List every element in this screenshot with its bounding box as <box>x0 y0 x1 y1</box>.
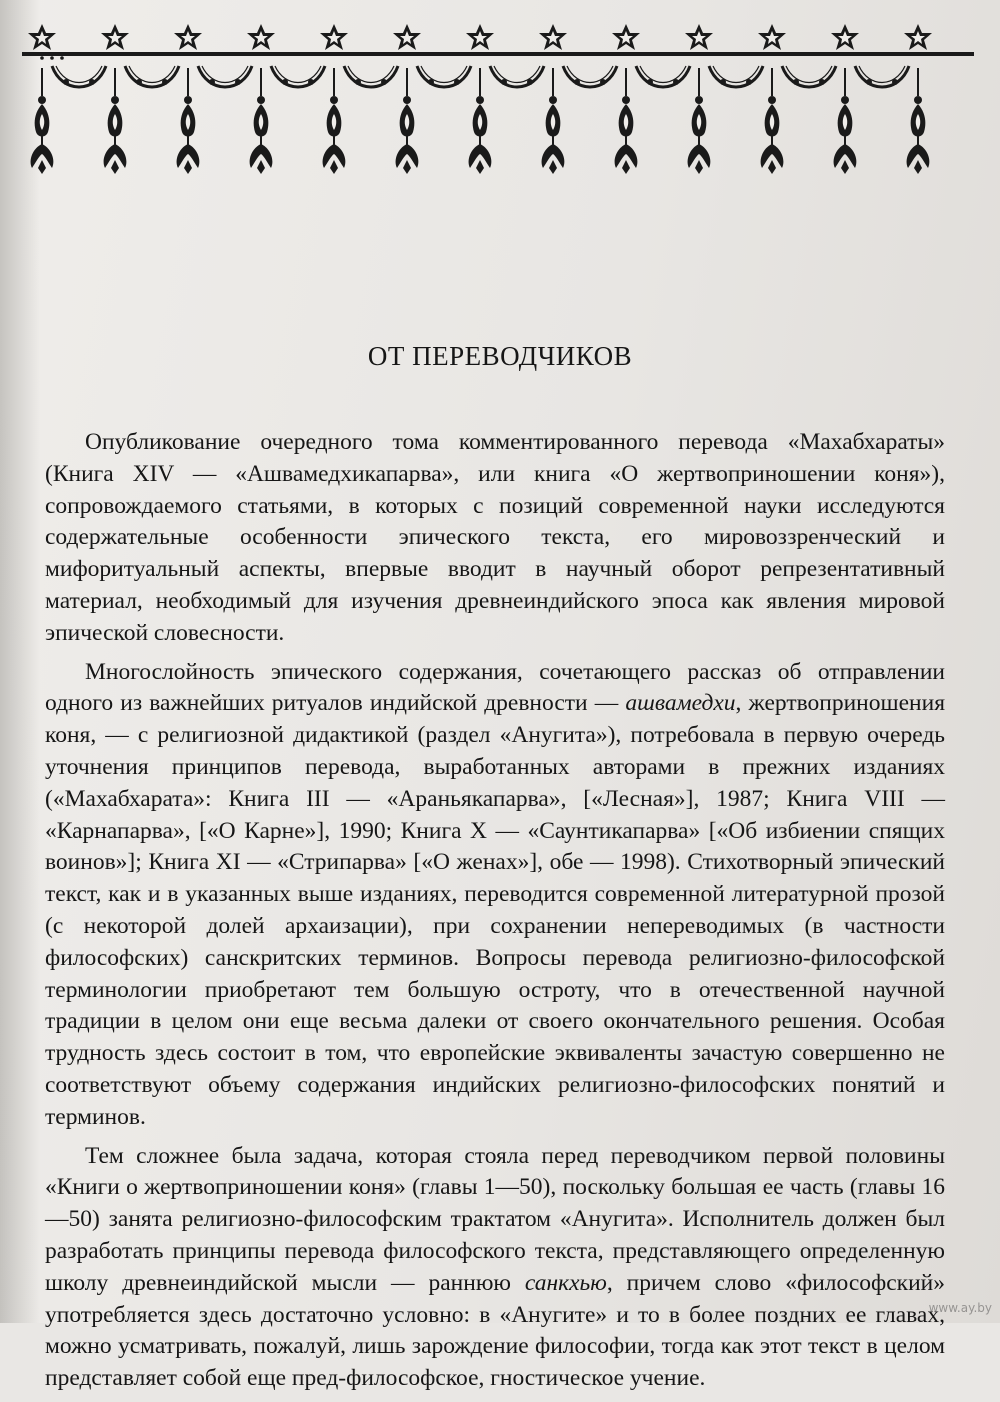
paragraph-text: , причем слово «философский» употребляется здесь достаточно условно: в «Анугите» и то в более поздних ее главах, можно усматривать, пожалуй, лишь зарождение философии, тогда как этот текст в целом представляет собой еще пред-философское, гностическое учение. <box>45 1269 945 1392</box>
paragraph <box>45 657 945 1134</box>
paragraph-text: Многослойность эпического содержания, сочетающего рассказ об отправлении одного из важнейших ритуалов индийской древности — <box>45 658 945 717</box>
paragraph-text: Тем сложнее была задача, которая стояла перед переводчиком первой половины «Книги о жертвоприношении коня» (главы 1—50), поскольку большая ее часть (главы 16—50) занята религиозно-философским трактатом «Анугита». Исполнитель должен был разработать принципы перевода философского текста, представляющего определенную школу древнеиндийской мысли — раннюю <box>45 1142 945 1296</box>
italic-term: санкхью <box>524 1269 607 1296</box>
paragraph-text: , жертвоприношения коня, — с религиозной дидактикой (раздел «Анугита»), потребовала в первую очередь уточнения принципов перевода, выработанных авторами в прежних изданиях («Махабхарата»: Книга III — «Араньякапарва», [«Лесная»], 1987; Книга VIII — «Карнапарва», [«О Карне»], 1990; Книга X — «Саунтикапарва» [«Об избиении спящих воинов»]; Книга XI — «Стрипарва» [«О женах»], обе — 1998). Стихотворный эпический текст, как и в указанных выше изданиях, переводится современной литературной прозой (с некоторой долей архаизации), при сохранении непереводимых (в частности философских) санскритских терминов. Вопросы перевода религиозно-философской терминологии приобретают тем большую остроту, что в отечественной научной традиции в целом они еще весьма далеки от своего окончательного решения. Особая трудность здесь состоит в том, что европейские эквиваленты зачастую совершенно не соответствуют объему содержания индийских религиозно-философских понятий и терминов. <box>45 690 945 1130</box>
body-text <box>45 427 945 1402</box>
paragraph <box>45 427 945 650</box>
page-gutter-shadow <box>0 0 40 1323</box>
paragraph <box>45 1141 945 1395</box>
page-heading: ОТ ПЕРЕВОДЧИКОВ <box>367 341 633 371</box>
watermark: www.ay.by <box>928 1301 992 1315</box>
ornamental-header-border <box>22 18 974 188</box>
paragraph-text: Опубликование очередного тома комментированного перевода «Махабхараты» (Книга XIV — «Ашвамедхикапарва», или книга «О жертвоприношении коня»), сопровождаемого статьями, в которых с позиций современной науки исследуются содержательные особенности эпического текста, его мировоззренческий и мифоритуальный аспекты, впервые вводит в научный оборот репрезентативный материал, необходимый для изучения древнеиндийского эпоса как явления мировой эпической словесности. <box>45 429 945 646</box>
italic-term: ашвамедхи <box>625 690 736 717</box>
